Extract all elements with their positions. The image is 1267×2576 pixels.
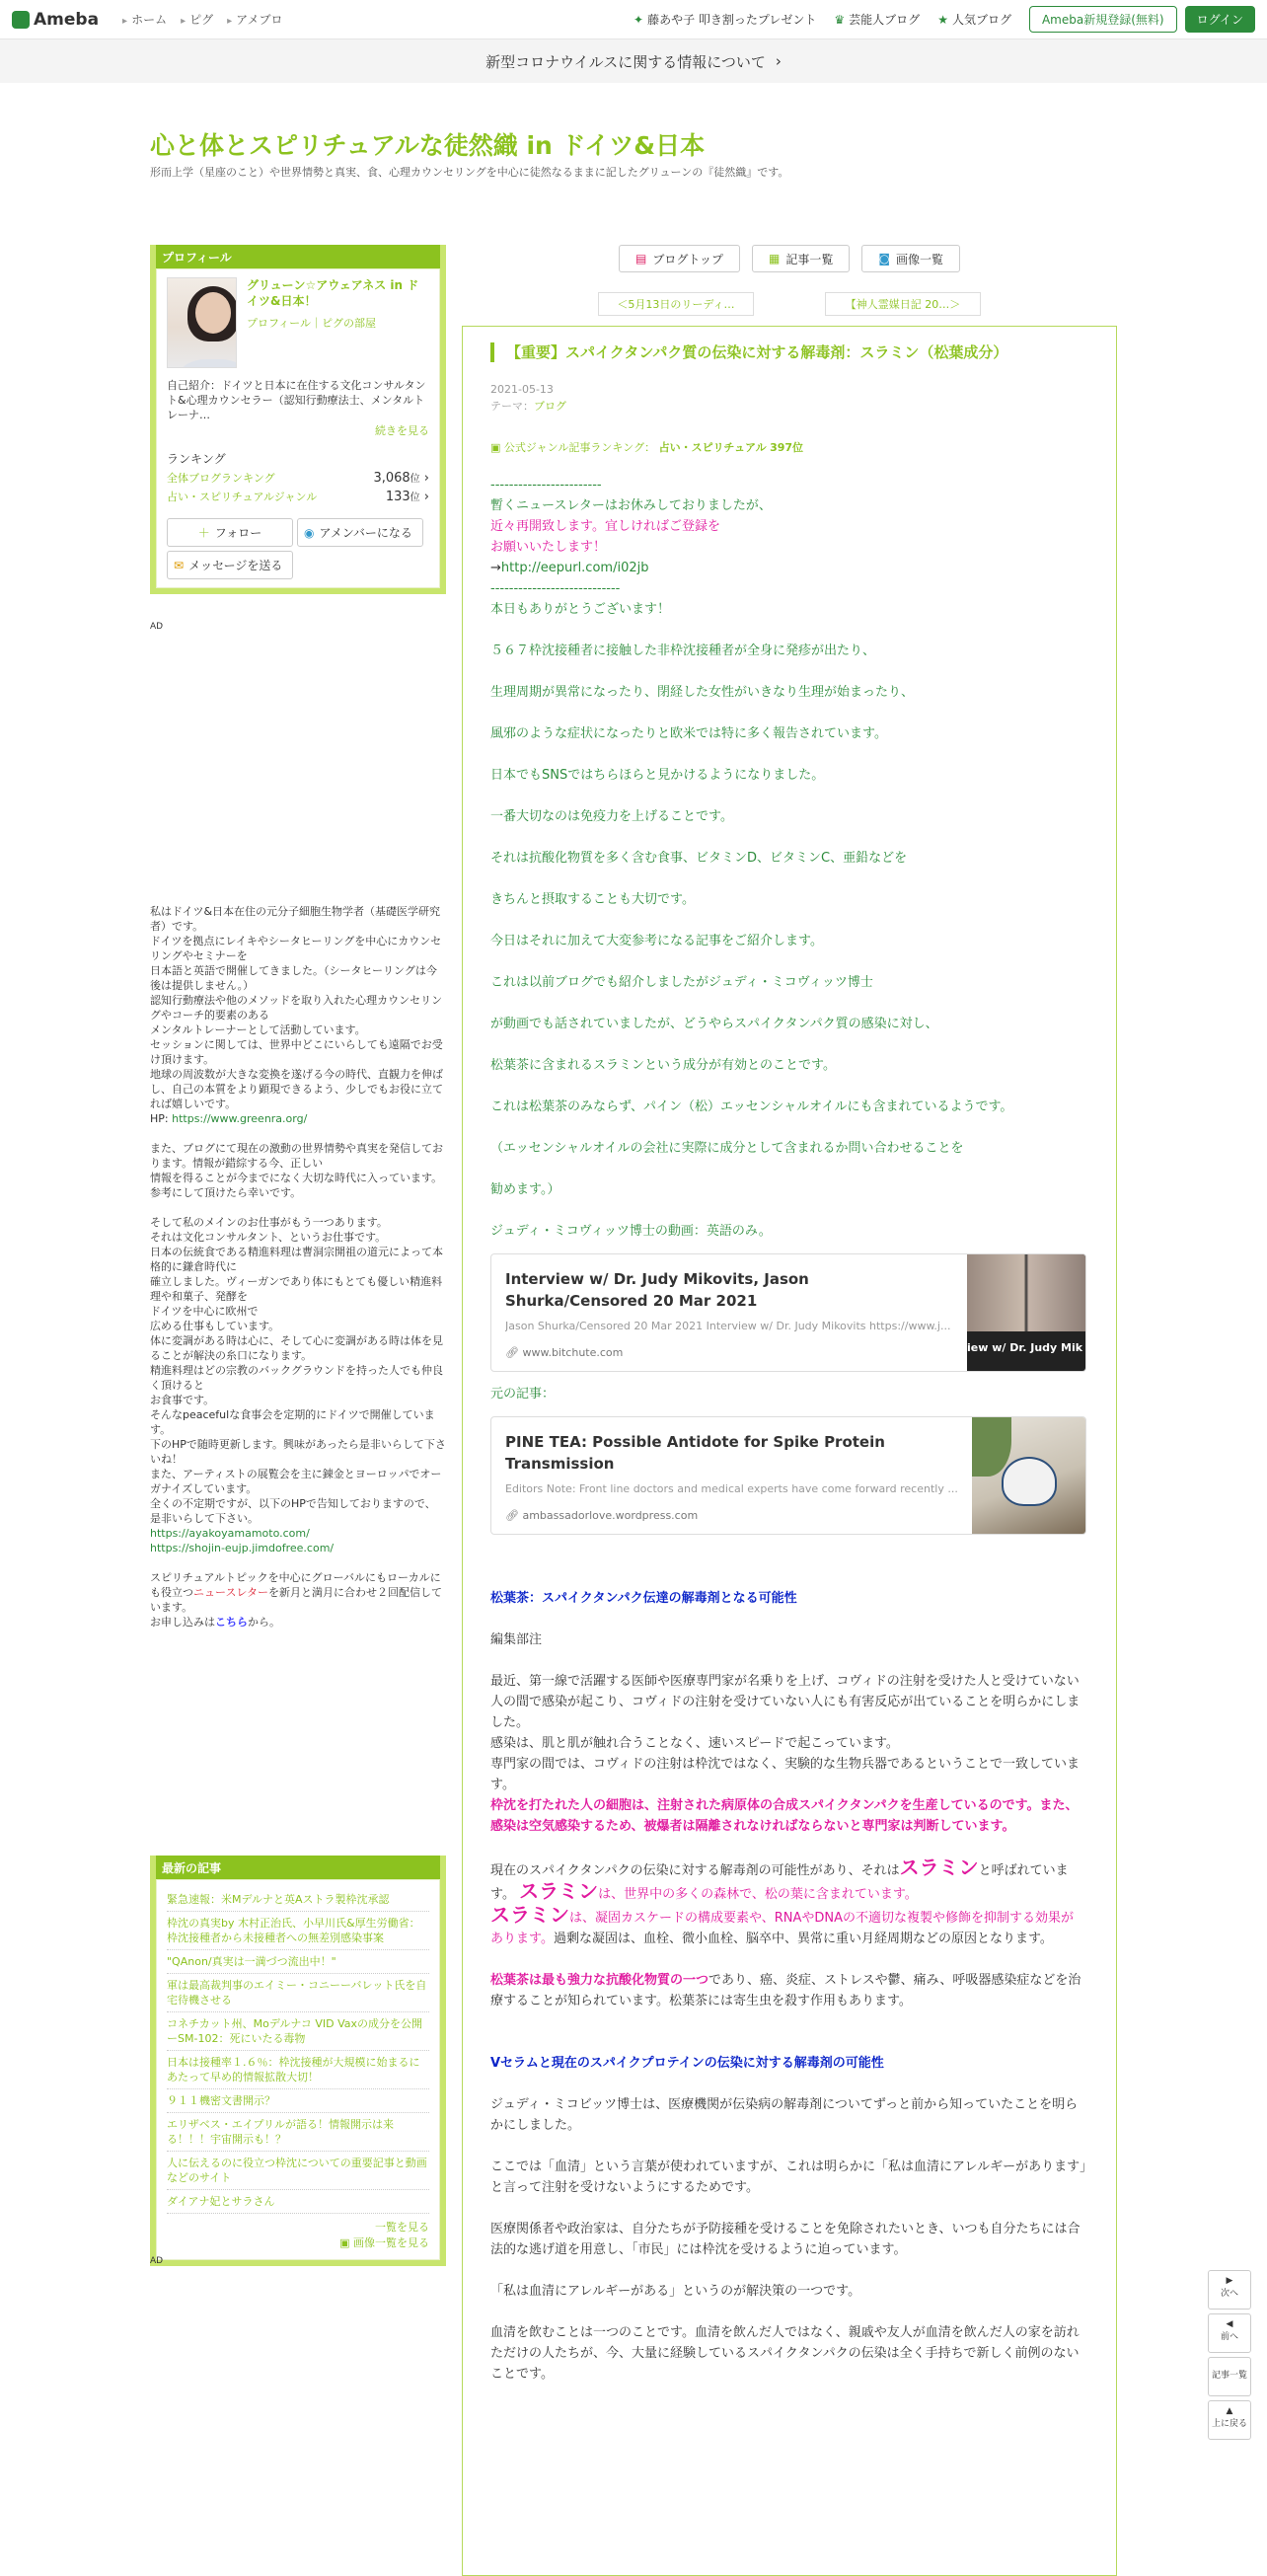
- rank-genre[interactable]: 占い・スピリチュアルジャンル 133位 ›: [167, 490, 429, 504]
- entry-body: ------------------------ 暫くニュースレターはお休みしておりましたが、 近々再開致します。宜しければご登録を お願いいたします！ →http://eepurl.com/i02jb ---------------------------- 本日もありがとうございます！ ５６７枠沈接種者に接触した非枠沈接種者が全身に発疹が出たり、 生理周期が異常になったり、閉経した女性がいきなり生理が始まったり、 風邪のような症状になったりと欧米では特に多く報告されています。 日本でもSNSではちらほらと見かけるようになりました。 一番大切なのは免疫力を上げることです。 それは抗酸化物質を多く含む食事、ビタミンD、ビタミンC、亜鉛などを きちんと摂取することも大切です。 今日はそれに加えて大変参考になる記事をご紹介します。 これは以前ブログでも紹介しましたがジュディ・ミコヴィッツ博士 が動画でも話されていましたが、どうやらスパイクタンパク質の感染に対し、 松葉茶に含まれるスラミンという成分が有効とのことです。 これは松葉茶のみならず、パイン（松）エッセンシャルオイルにも含まれているようです。 （エッセンシャルオイルの会社に実際に成分として含まれるか問い合わせることを 勧めます。） ジュディ・ミコヴィッツ博士の動画：英語のみ。 Interview w/ Dr. Judy Mikovits, Jason Shurka/Censored 20 Mar 2021 Jason Shurka/Censored 20 Mar 2021 Interview w/ Dr. Judy Mikovits https://www.j... 🔗︎ www.bitchute.com iew w/ Dr. Judy Mik 元の記事： PINE TEA: Possible Antidote for Spike Protein Transmission Editors Note: Front line doctors and medical experts have come forward recently ... 🔗︎ ambassadorlove.wordpress.com 松葉茶：スパイクタンパク伝達の解毒剤となる可能性 編集部注 最近、第一線で活躍する医師や医療専門家が名乗りを上げ、コヴィドの注射を受けた人と受けていない人の間で感染が起こり、コヴィドの注射を受けていない人にも有害反応が出ていることを明らかにしました。 感染は、肌と肌が触れ合うことなく、速いスピードで起こっています。 専門家の間では、コヴィドの注射は枠沈ではなく、実験的な生物兵器であるということで一致しています。 枠沈を打たれた人の細胞は、注射された病原体の合成スパイクタンパクを生産しているのです。また、感染は空気感染するため、被爆者は隔離されなければならないと専門家は判断しています。 現在のスパイクタンパクの伝染に対する解毒剤の可能性があり、それはスラミンと呼ばれています。 スラミンは、世界中の多くの森林で、松の葉に含まれています。 スラミンは、凝固カスケードの構成要素や、RNAやDNAの不適切な複製や修飾を抑制する効果があります。過剰な凝固は、血栓、微小血栓、脳卒中、異常に重い月経周期などの原因となります。 松葉茶は最も強力な抗酸化物質の一つであり、癌、炎症、ストレスや鬱、痛み、呼吸器感染症などを治療することが知られています。松葉茶には寄生虫を殺す作用もあります。 Vセラムと現在のスパイクプロテインの伝染に対する解毒剤の可能性 ジュディ・ミコビッツ博士は、医療機関が伝染病の解毒剤についてずっと前から知っていたことを明らかにしました。 ここでは「血清」という言葉が使われていますが、これは明らかに「私は血清にアレルギーがあります」と言って注射を受けないようにするためです。 医療関係者や政治家は、自分たちが予防接種を受けることを免除されたいとき、いつも自分たちには合法的な逃げ道を用意し、「市民」には枠沈を受けるように迫っています。 「私は血清にアレルギーがある」というのが解決策の一つです。 血清を飲むことは一つのことです。血清を飲んだ人ではなく、親戚や友人が血清を飲んだ人の家を訪れただけの人たちが、今、大量に経験しているスパイクタンパクの伝染は全く手持ちで新しく前例のないことです。: [490, 478, 1086, 2382]
- entry-title[interactable]: 【重要】スパイクタンパク質の伝染に対する解毒剤：スラミン（松葉成分）: [490, 342, 1086, 362]
- global-nav: [109, 11, 282, 28]
- amember-button[interactable]: ◉ アメンバーになる: [297, 518, 423, 547]
- blog-description: 形而上学（星座のこと）や世界情勢と真実、食、心理カウンセリングを中心に徒然なるままに記したグリューンの『徒然織』です。: [150, 166, 789, 179]
- card-description: Jason Shurka/Censored 20 Mar 2021 Interview w/ Dr. Judy Mikovits https://www.j...: [505, 1320, 951, 1332]
- popular-blog-link[interactable]: ★ 人気ブログ: [937, 12, 1011, 27]
- list-item[interactable]: コネチカット州、Moデルナコ VID Vaxの成分を公開ーSM-102：死にいたる毒物: [167, 2012, 429, 2051]
- pine-tea-thumbnail: [972, 1417, 1085, 1535]
- follow-button[interactable]: ＋ フォロー: [167, 518, 293, 547]
- card-url: 🔗︎ www.bitchute.com: [505, 1346, 624, 1359]
- tab-entry-list[interactable]: ▦ 記事一覧: [752, 245, 850, 272]
- link-icon: 🔗︎: [505, 1346, 523, 1359]
- main-content: [462, 245, 1117, 2576]
- video-link-card[interactable]: [490, 1253, 1086, 1372]
- profile-name[interactable]: グリューン☆アウェアネス in ドイツ&日本！: [247, 278, 419, 308]
- list-item[interactable]: 人に伝えるのに役立つ枠沈についての重要記事と動画などのサイト: [167, 2152, 429, 2190]
- floating-nav: [1208, 2270, 1251, 2444]
- login-button[interactable]: ログイン: [1185, 6, 1255, 33]
- amember-icon: ◉: [304, 525, 315, 540]
- arrow-right-icon: ▶: [1226, 2276, 1233, 2286]
- entry-date: 2021-05-13: [490, 383, 554, 396]
- image-list-link[interactable]: ▣ 画像一覧を見る: [339, 2236, 429, 2249]
- trending-link[interactable]: ✦ 藤あや子 叩き割ったプレゼント: [634, 12, 817, 27]
- link-icon: 🔗︎: [505, 1509, 523, 1522]
- camera-icon: ◙: [878, 252, 890, 265]
- link-ayakoyamamoto[interactable]: https://ayakoyamamoto.com/: [150, 1527, 310, 1540]
- blog-entry: [462, 326, 1117, 2576]
- image-icon: ▣: [339, 2236, 353, 2249]
- list-item[interactable]: 日本は接種率１.６％：枠沈接種が大規模に始まるにあたって早め的情報拡散大切！: [167, 2051, 429, 2089]
- crown-icon: ♛: [834, 12, 846, 27]
- profile-box: [150, 245, 446, 594]
- ameba-logo[interactable]: Ameba: [12, 10, 99, 30]
- tab-blog-top[interactable]: ▤ ブログトップ: [619, 245, 740, 272]
- chevron-right-icon: ›: [775, 52, 782, 70]
- recent-more-link[interactable]: 一覧を見る: [375, 2221, 429, 2234]
- blog-top-icon: ▤: [634, 252, 647, 265]
- section-heading: 松葉茶：スパイクタンパク伝達の解毒剤となる可能性: [490, 1591, 797, 1606]
- ranking-label: ランキング: [167, 452, 226, 466]
- nav-home[interactable]: ▸ ホーム: [122, 11, 167, 28]
- profile-more-link[interactable]: 続きを見る: [375, 424, 429, 437]
- star-icon: ✦: [634, 12, 644, 27]
- next-page-button[interactable]: ▶ 次へ: [1208, 2270, 1251, 2310]
- ad-label: AD: [150, 2256, 164, 2266]
- list-item[interactable]: 軍は最高裁判事のエイミー・コニーーバレット氏を自宅待機させる: [167, 1974, 429, 2012]
- avatar[interactable]: [167, 277, 237, 368]
- profile-intro: 自己紹介：ドイツと日本に在住する文化コンサルタント&心理カウンセラー（認知行動療法士、メンタルトレーナ…: [167, 379, 426, 421]
- prev-page-button[interactable]: ◀ 前へ: [1208, 2313, 1251, 2353]
- chevron-right-icon: ›: [423, 471, 429, 486]
- list-item[interactable]: ダイアナ妃とサラさん: [167, 2190, 429, 2214]
- video-thumbnail: iew w/ Dr. Judy Mik: [967, 1254, 1085, 1372]
- newsletter-url-link[interactable]: http://eepurl.com/i02jb: [500, 561, 649, 575]
- blog-tabs: [462, 245, 1117, 272]
- list-item[interactable]: エリザベス・エイプリルが語る！情報開示は来る！！！宇宙開示も！？: [167, 2113, 429, 2152]
- nav-ameblo[interactable]: ▸ アメブロ: [227, 11, 282, 28]
- card-url: 🔗︎ ambassadorlove.wordpress.com: [505, 1509, 699, 1522]
- back-to-top-button[interactable]: ▲ 上に戻る: [1208, 2400, 1251, 2440]
- plus-icon: ＋: [197, 526, 210, 540]
- rank-overall[interactable]: 全体ブログランキング 3,068位 ›: [167, 471, 429, 486]
- section-heading: Vセラムと現在のスパイクプロテインの伝染に対する解毒剤の可能性: [490, 2056, 884, 2071]
- profile-heading: プロフィール: [156, 245, 440, 268]
- chevron-right-icon: ›: [423, 490, 429, 504]
- list-item[interactable]: 緊急速報：米Mデルナと英Aストラ製枠沈承認: [167, 1888, 429, 1912]
- sidebar-free-text: 私はドイツ&日本在住の元分子細胞生物学者（基礎医学研究者）です。 ドイツを拠点にレイキやシータヒーリングを中心にカウンセリングやセミナーを 日本語と英語で開催してきました。（シータヒーリングは今後は提供しません。） 認知行動療法や他のメソッドを取り入れた心理カウンセリングやコーチ的要素のある メンタルトレーナーとして活動しています。 セッションに関しては、世界中どこにいらしても遠隔でお受け頂けます。 地球の周波数が大きな変換を遂げる今の時代、直観力を伸ばし、自己の本質をより顕現できるよう、少しでもお役に立てれば嬉しいです。 HP: https://www.greenra.org/ また、ブログにて現在の激動の世界情勢や真実を発信しております。情報が錯綜する今、正しい 情報を得ることが今までになく大切な時代に入っています。参考にして頂けたら幸いです。 そして私のメインのお仕事がもう一つあります。 それは文化コンサルタント、というお仕事です。 日本の伝統食である精進料理は曹洞宗開祖の道元によって本格的に鎌倉時代に 確立しました。ヴィーガンであり体にもとても優しい精進料理や和菓子、発酵を ドイツを中心に欧州で 広める仕事もしています。 体に変調がある時は心に、そして心に変調がある時は体を見ることが解決の糸口になります。 精進料理はどの宗教のバックグラウンドを持った人でも仲良く頂けると お食事です。 そんなpeacefulな食事会を定期的にドイツで開催しています。 下のHPで随時更新します。興味があったら是非いらして下さいね！ また、アーティストの展覧会を主に錬金とヨーロッパでオーガナイズしています。 全くの不定期ですが、以下のHPで告知しておりますので、是非いらして下さい。 https://ayakoyamamoto.com/ https://shojin-eujp.jimdofree.com/ スピリチュアルトピックを中心にグローバルにもローカルにも役立つニュースレターを新月と満月に合わせ２回配信しています。 お申し込みはこちらから。: [150, 905, 446, 1629]
- entry-ranking[interactable]: ▣ 公式ジャンル記事ランキング： 占い・スピリチュアル 397位: [490, 441, 804, 454]
- arrow-up-icon: ▲: [1226, 2406, 1233, 2416]
- ameba-logo-icon: [12, 11, 30, 29]
- mail-icon: ✉: [174, 558, 185, 572]
- global-header: [0, 0, 1267, 39]
- signup-here-link[interactable]: こちら: [215, 1616, 248, 1629]
- covid-notice-bar[interactable]: 新型コロナウイルスに関する情報について ›: [0, 39, 1267, 83]
- register-button[interactable]: Ameba新規登録(無料): [1029, 6, 1177, 33]
- article-link-card[interactable]: [490, 1416, 1086, 1535]
- ad-label: AD: [150, 622, 164, 632]
- card-description: Editors Note: Front line doctors and medical experts have come forward recently ...: [505, 1482, 958, 1495]
- next-entry-link[interactable]: 【神人霊媒日記 20…＞: [825, 292, 981, 316]
- card-title: Interview w/ Dr. Judy Mikovits, Jason Shurka/Censored 20 Mar 2021: [505, 1270, 809, 1310]
- blog-title[interactable]: 心と体とスピリチュアルな徒然織 in ドイツ&日本: [150, 131, 706, 160]
- message-button[interactable]: ✉ メッセージを送る: [167, 551, 293, 579]
- recent-posts-box: [150, 1856, 446, 2266]
- sidebar: [150, 245, 446, 2266]
- ranking-icon: ▣: [490, 441, 504, 454]
- list-item[interactable]: "QAnon/真実は一満づつ流出中！": [167, 1950, 429, 1974]
- header-links: [616, 6, 1255, 33]
- list-icon: ▦: [768, 252, 781, 265]
- profile-links[interactable]: プロフィール｜ピグの部屋: [247, 317, 376, 330]
- entry-theme: テーマ：ブログ: [490, 400, 566, 413]
- prev-entry-link[interactable]: ＜5月13日のリーディ…: [598, 292, 754, 316]
- star-icon: ★: [937, 12, 948, 27]
- theme-link[interactable]: ブログ: [534, 400, 566, 413]
- nav-pigg[interactable]: ▸ ピグ: [181, 11, 213, 28]
- list-item[interactable]: 枠沈の真実by 木村正治氏、小早川氏&厚生労働省：枠沈接種者から未接種者への無差別感染事案: [167, 1912, 429, 1950]
- tab-image-list[interactable]: ◙ 画像一覧: [861, 245, 960, 272]
- hp-link[interactable]: https://www.greenra.org/: [172, 1112, 308, 1125]
- list-item[interactable]: ９１１機密文書開示？: [167, 2089, 429, 2113]
- celebrity-blog-link[interactable]: ♛ 芸能人ブログ: [834, 12, 921, 27]
- link-shojin[interactable]: https://shojin-eujp.jimdofree.com/: [150, 1542, 335, 1554]
- newsletter-link[interactable]: ニュースレター: [193, 1586, 269, 1599]
- arrow-left-icon: ◀: [1226, 2319, 1233, 2329]
- entry-list-button[interactable]: 記事一覧: [1208, 2357, 1251, 2396]
- card-title: PINE TEA: Possible Antidote for Spike Protein Transmission: [505, 1433, 885, 1473]
- recent-posts-heading: 最新の記事: [156, 1856, 440, 1879]
